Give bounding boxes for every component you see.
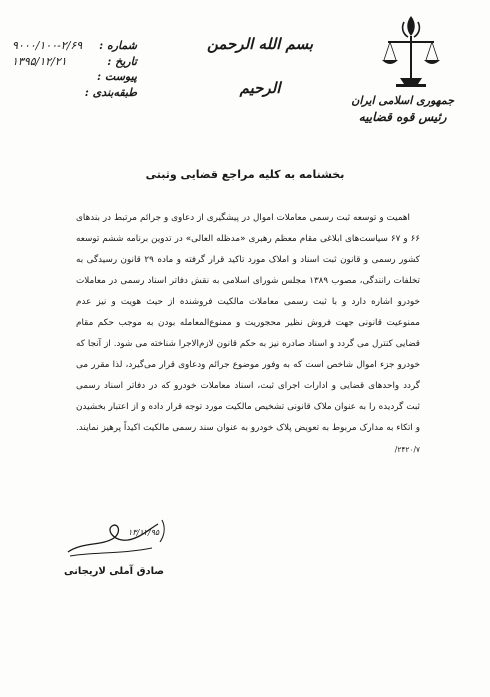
meta-date: تاریخ : ۱۳۹۵/۱۲/۲۱ [12,54,137,68]
body-reference: ۲۴۲۰/۷/ [394,445,420,454]
meta-number: شماره : ۹۰۰۰/۱۰۰-۲/۶۹ [12,39,137,52]
meta-classification: طبقه‌بندی : [84,85,137,99]
org-title: رئیس قوه قضاییه [358,110,447,124]
org-country: جمهوری اسلامی ایران [351,94,454,107]
letter-title: بخشنامه به کلیه مراجع قضایی وثبتی [145,168,345,181]
basmala: بسم الله الرحمن الرحیم [206,35,314,97]
signer-name: صادق آملی لاریجانی [64,566,165,577]
body-text: اهمیت و توسعه ثبت رسمی معاملات اموال در پیشگیری از دعاوی و جرائم مرتبط در بندهای ۶۶ و ۶۷ سیاست‌های ابلاغی مقام معظم رهبری «مدظله العالی» در تدوین برنامه ششم توسعه کشور رسمی و قانون ثبت اسناد و املاک مورد تاکید قرار گرفته و ماده ۲۹ قانون رسیدگی به تخلفات رانندگی، مصوب ۱۳۸۹ مجلس شورای اسلامی به نقش دفاتر اسناد رسمی در معاملات خودرو اشاره دارد و با ثبت رسمی معاملات مالکیت فروشنده از حیث هویت و نیز عدم ممنوعیت قانونی جهت فروش نظیر محجوریت و ممنوع‌المعامله بودن به موجب حکم مقام قضایی کنترل می گردد و اسناد صادره نیز به حکم قانون لازم‌الاجرا شناخته می شود. از آنجا که خودرو جزء اموال شاخص است که به وفور موضوع جرائم ودعاوی قرار می‌گیرد، لذا مقرر می گردد واحدهای قضایی و ادارات اجرای ثبت، اسناد معاملات خودرو که در دفاتر اسناد رسمی ثبت گردیده را به عنوان ملاک قانونی تشخیص مالکیت مورد توجه قرار داده و از اعتبار بخشیدن و اتکاء به مدارک مربوط به تعویض پلاک خودرو به عنوان سند رسمی مالکیت اکیداً پرهیز نمایند. [76,213,421,433]
letter-meta [12,38,137,100]
signature-date: ۱۳/۱۲/۹۵ [128,528,160,537]
organization-header [351,92,454,126]
signature-icon [62,512,182,560]
meta-attachment: پیوست : [97,70,137,83]
letter-body [76,208,420,461]
judiciary-emblem-icon [380,12,442,90]
